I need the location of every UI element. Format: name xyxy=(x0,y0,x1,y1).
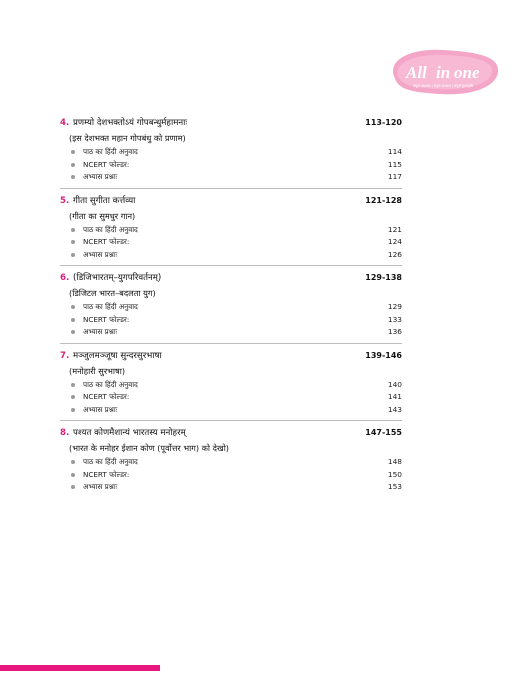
chapter-7 xyxy=(60,348,402,417)
chapter-subtitle: (इस देशभक्त महान गोपबंधु को प्रणाम) xyxy=(69,133,186,143)
item-label: NCERT फोल्डर: xyxy=(83,469,130,479)
toc-item[interactable] xyxy=(60,314,402,327)
svg-text:All: All xyxy=(406,63,427,82)
chapter-title: मञ्जुलमञ्जूषा सुन्दरसुरभाषा xyxy=(73,350,162,361)
item-label: NCERT फोल्डर: xyxy=(83,237,130,246)
divider xyxy=(60,420,402,421)
bullet-icon xyxy=(71,253,75,257)
item-label: NCERT फोल्डर: xyxy=(83,314,130,324)
item-page: 126 xyxy=(387,249,402,259)
item-page: 153 xyxy=(387,482,402,491)
item-label: अभ्यास प्रश्नाः xyxy=(83,327,118,336)
chapter-heading[interactable] xyxy=(60,348,402,364)
item-page: 117 xyxy=(387,172,402,181)
bullet-icon xyxy=(71,473,75,477)
toc-item[interactable] xyxy=(60,301,402,314)
item-label: पाठ का हिंदी अनुवाद xyxy=(83,147,138,156)
chapter-heading[interactable] xyxy=(60,193,402,209)
bullet-icon xyxy=(71,330,75,334)
chapter-heading[interactable] xyxy=(60,270,402,286)
item-page: 141 xyxy=(387,392,402,401)
chapter-number: 6. xyxy=(60,273,70,283)
bullet-icon xyxy=(71,163,75,167)
chapter-number: 5. xyxy=(60,195,70,206)
item-page: 133 xyxy=(387,314,402,324)
item-page: 136 xyxy=(387,327,402,336)
item-label: NCERT फोल्डर: xyxy=(83,392,130,401)
bullet-icon xyxy=(71,150,75,154)
chapter-5 xyxy=(60,193,402,262)
item-page: 115 xyxy=(387,159,402,169)
chapter-subtitle: (डिजिटल भारत–बदलता युग) xyxy=(69,288,156,298)
toc-item[interactable] xyxy=(60,456,402,469)
chapter-page-range: 139-146 xyxy=(365,350,402,360)
bullet-icon xyxy=(71,408,75,412)
item-page: 114 xyxy=(387,147,402,156)
item-page: 140 xyxy=(387,379,402,389)
toc-item[interactable] xyxy=(60,469,402,482)
chapter-page-range: 113-120 xyxy=(365,118,402,127)
item-page: 150 xyxy=(387,469,402,479)
chapter-title: प्रणम्यो देशभक्तोऽयं गोपबन्धुर्महामनाः xyxy=(73,118,188,128)
bullet-icon xyxy=(71,240,75,244)
item-label: NCERT फोल्डर: xyxy=(83,159,130,169)
item-label: अभ्यास प्रश्नाः xyxy=(83,172,118,181)
chapter-8 xyxy=(60,425,402,494)
item-page: 124 xyxy=(387,237,402,246)
svg-text:संपूर्ण अध्ययन | संपूर्ण अभ्या: संपूर्ण अध्ययन | संपूर्ण अभ्यास | संपूर्ण पुनरावृत्ति xyxy=(413,84,473,88)
chapter-6 xyxy=(60,270,402,339)
toc-item[interactable] xyxy=(60,224,402,237)
svg-text:in: in xyxy=(436,63,451,82)
chapter-subtitle: (भारत के मनोहर ईशान कोण (पूर्वोत्तर भाग) को देखो) xyxy=(69,443,230,453)
chapter-number: 4. xyxy=(60,118,70,128)
bullet-icon xyxy=(71,485,75,489)
toc-item[interactable] xyxy=(60,146,402,159)
divider xyxy=(60,188,402,189)
item-page: 129 xyxy=(387,302,402,311)
chapter-page-range: 121-128 xyxy=(365,195,402,205)
bullet-icon xyxy=(71,318,75,322)
divider xyxy=(60,343,402,344)
chapter-number: 8. xyxy=(60,428,70,438)
chapter-subtitle: (मनोहारी सुरभाषा) xyxy=(69,365,126,376)
item-page: 121 xyxy=(387,224,402,234)
chapter-title: गीता सुगीता कर्त्तव्या xyxy=(73,195,136,206)
item-label: पाठ का हिंदी अनुवाद xyxy=(83,379,138,389)
chapter-title: (डिजिभारतम्–युगपरिवर्तनम्) xyxy=(73,273,162,283)
chapter-subtitle: (गीता का सुमधुर गान) xyxy=(69,210,136,221)
bullet-icon xyxy=(71,228,75,232)
toc-item[interactable] xyxy=(60,249,402,262)
toc-item[interactable] xyxy=(60,481,402,494)
toc-item[interactable] xyxy=(60,326,402,339)
table-of-contents xyxy=(60,115,402,494)
toc-item[interactable] xyxy=(60,236,402,249)
chapter-4 xyxy=(60,115,402,184)
item-label: अभ्यास प्रश्नाः xyxy=(83,404,118,414)
chapter-number: 7. xyxy=(60,350,70,361)
chapter-heading[interactable] xyxy=(60,115,402,131)
item-label: अभ्यास प्रश्नाः xyxy=(83,482,118,491)
bullet-icon xyxy=(71,460,75,464)
item-page: 143 xyxy=(387,404,402,414)
brand-logo xyxy=(384,46,502,98)
svg-text:one: one xyxy=(454,63,480,82)
chapter-page-range: 147-155 xyxy=(365,428,402,437)
item-label: पाठ का हिंदी अनुवाद xyxy=(83,302,138,311)
bullet-icon xyxy=(71,305,75,309)
toc-item[interactable] xyxy=(60,379,402,392)
chapter-title: पश्यत कोणमैशान्यं भारतस्य मनोहरम् xyxy=(73,428,186,438)
bottom-accent-bar xyxy=(0,665,160,671)
bullet-icon xyxy=(71,395,75,399)
toc-item[interactable] xyxy=(60,404,402,417)
item-label: पाठ का हिंदी अनुवाद xyxy=(83,224,138,234)
toc-item[interactable] xyxy=(60,159,402,172)
divider xyxy=(60,265,402,266)
all-in-one-logo-icon xyxy=(384,46,502,98)
item-page: 148 xyxy=(387,457,402,466)
item-label: अभ्यास प्रश्नाः xyxy=(83,249,118,259)
bullet-icon xyxy=(71,175,75,179)
chapter-heading[interactable] xyxy=(60,425,402,441)
toc-item[interactable] xyxy=(60,171,402,184)
bullet-icon xyxy=(71,383,75,387)
item-label: पाठ का हिंदी अनुवाद xyxy=(83,457,138,466)
chapter-page-range: 129-138 xyxy=(365,273,402,282)
toc-item[interactable] xyxy=(60,391,402,404)
